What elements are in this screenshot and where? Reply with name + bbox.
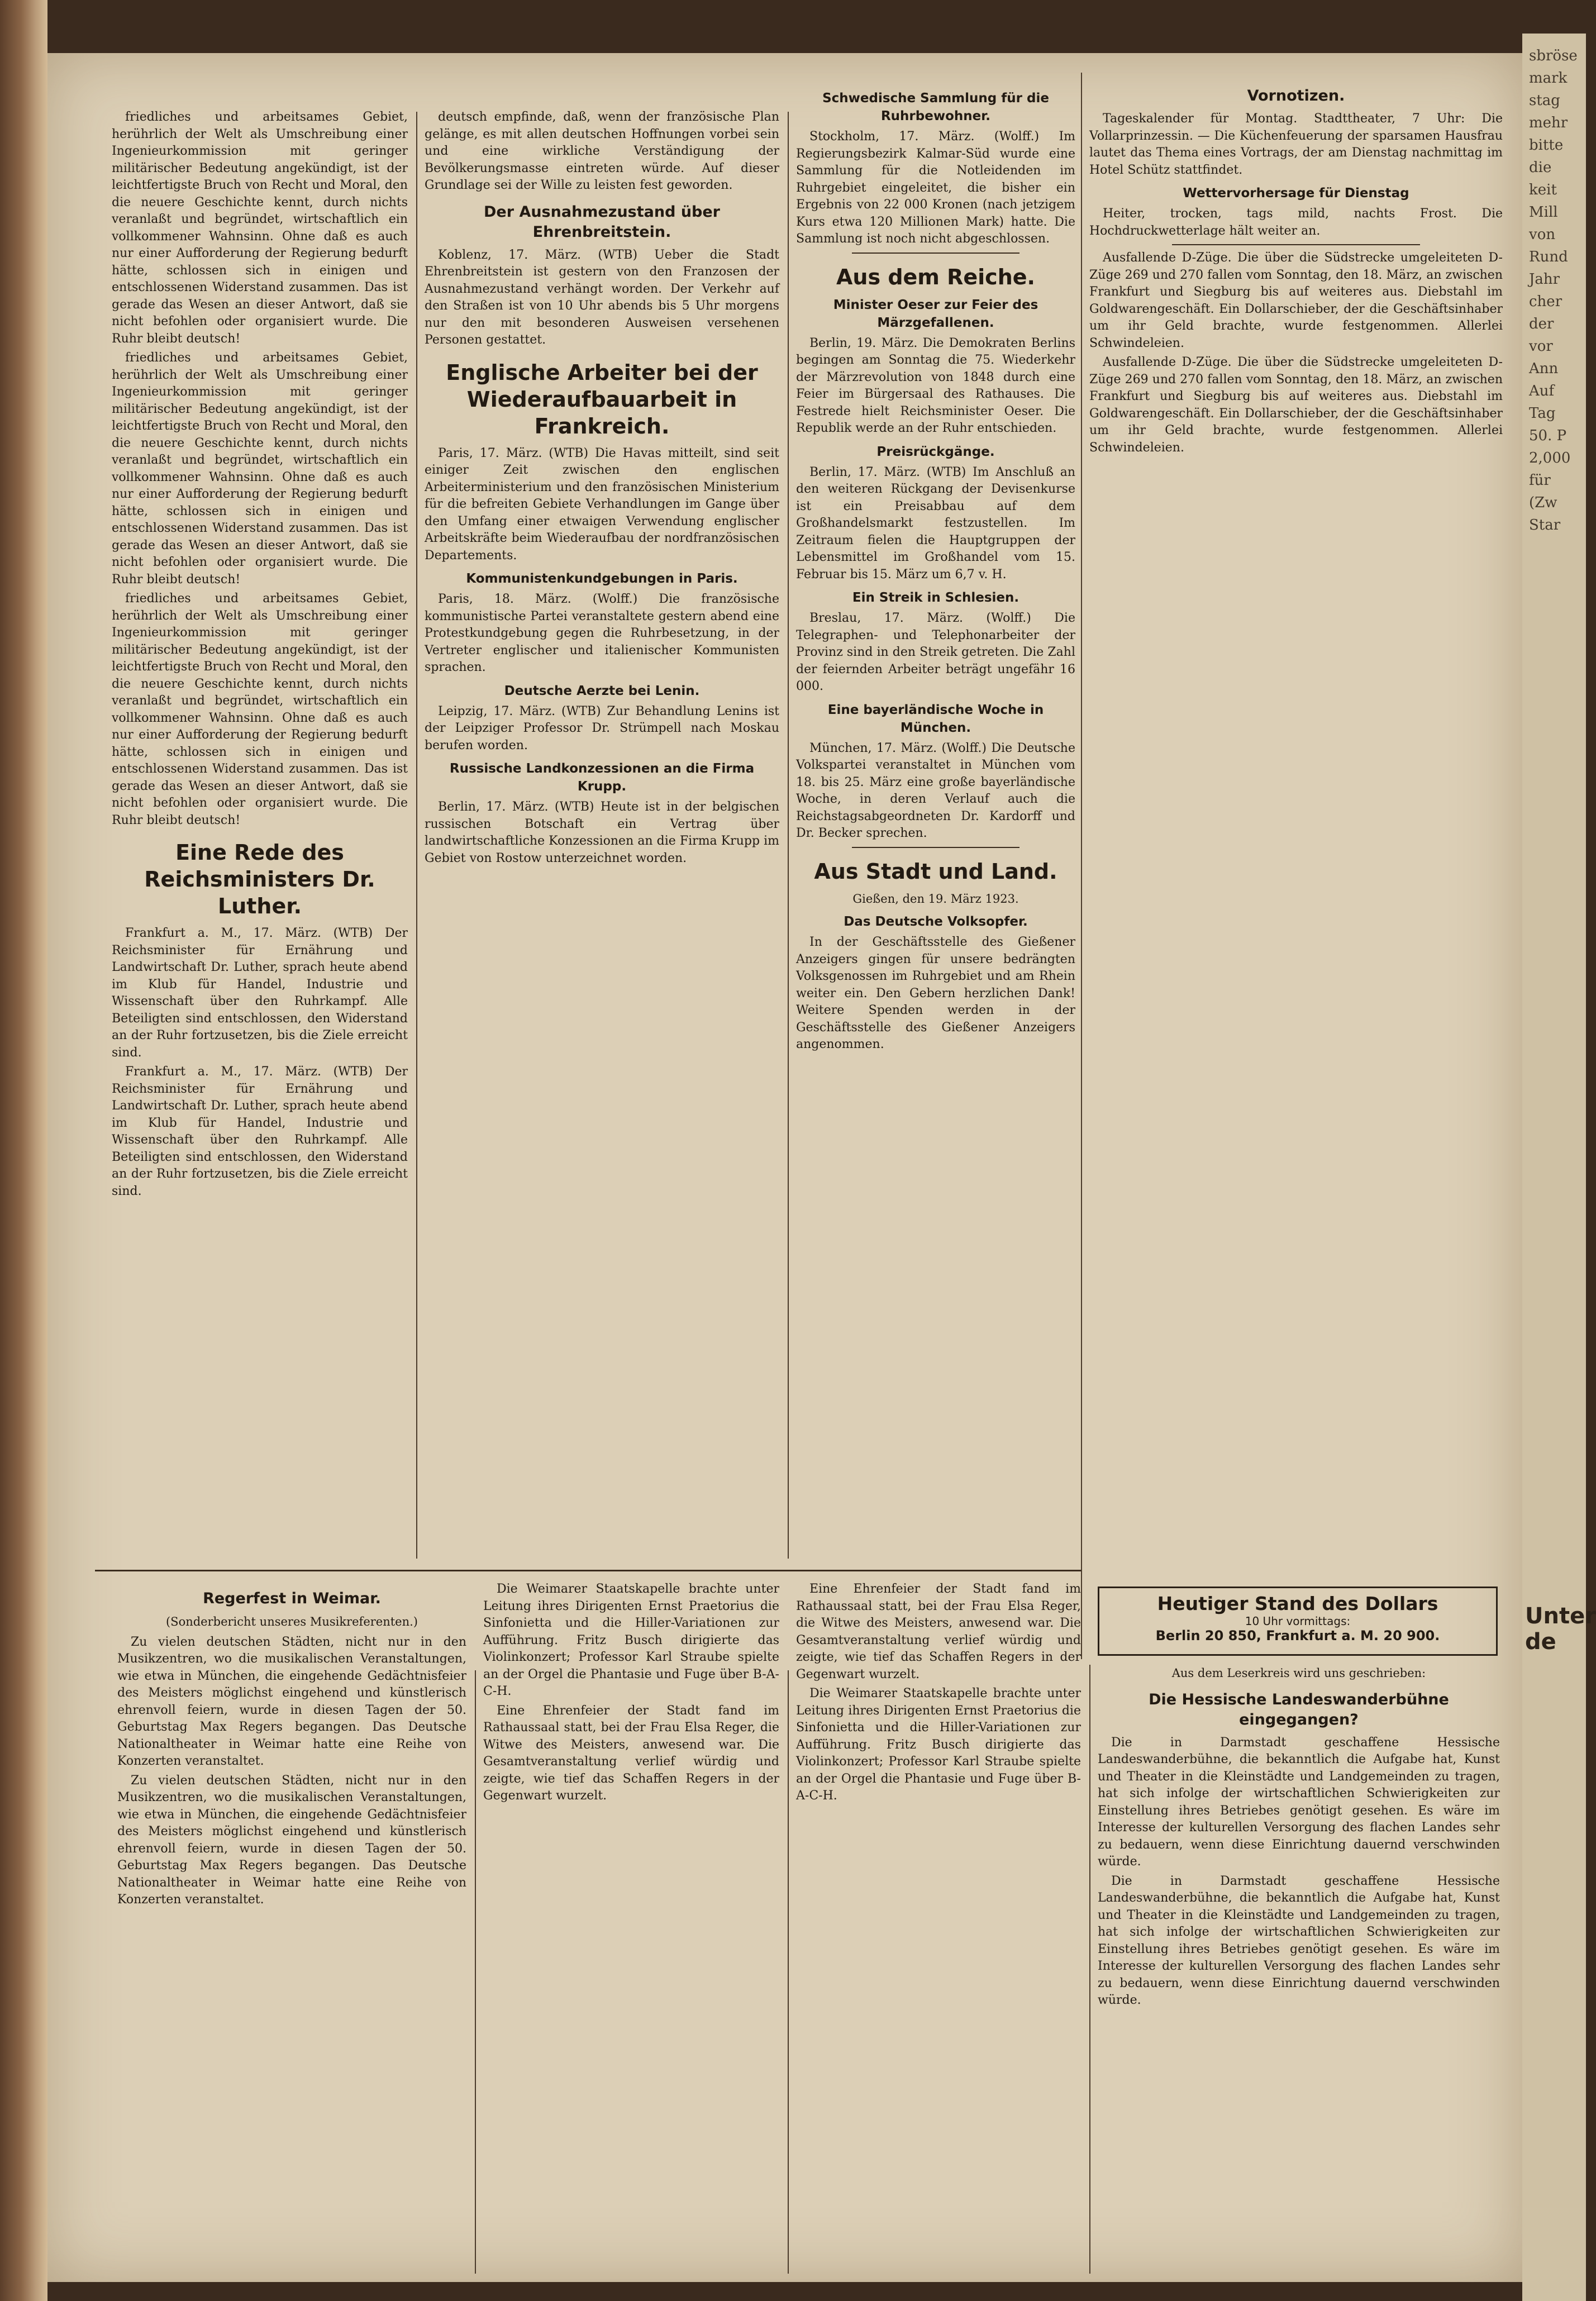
- article-text: München, 17. März. (Wolff.) Die Deutsche Volkspartei veranstaltet in München vom 18. bis 25. März eine große bayerländische Woche, in deren Verlauf auch die Reichstagsabgeordneten Dr. Kardorff und Dr. Becker sprechen.: [796, 741, 1075, 840]
- headline: Russische Landkonzessionen an die Firma Krupp.: [449, 761, 755, 794]
- article-text: Zu vielen deutschen Städten, nicht nur in den Musikzentren, wo die musikalischen Veranstaltungen, wie etwa in München, die eingehende Gedächtnisfeier des Meisters möglichst eingehend und künstlerisch ehrenvoll feiern, wurde in diesen Tagen der 50. Geburtstag Max Regers begangen. Das Deutsche Nationaltheater in Weimar hatte eine Reihe von Konzerten veranstaltet.: [117, 1635, 466, 1768]
- lead-line: Aus dem Leserkreis wird uns geschrieben:: [1171, 1666, 1426, 1680]
- article-text: Paris, 18. März. (Wolff.) Die französische kommunistische Partei veranstaltete gestern abend eine Protestkundgebung gegen die Ruhrbesetzung, in der Vertreter englischer und italienischer Kommunisten sprachen.: [425, 592, 779, 674]
- next-page-edge: [1522, 34, 1586, 2301]
- article-text: Eine Ehrenfeier der Stadt fand im Rathaussaal statt, bei der Frau Elsa Reger, die Witwe des Meisters, anwesend war. Die Gesamtveranstaltung verlief würdig und zeigte, wie tief das Schaffen Regers in der Gegenwart wurzelt.: [483, 1703, 779, 1803]
- dollar-rate-box: [1098, 1587, 1498, 1656]
- divider: [852, 847, 1019, 848]
- article-text: Die Weimarer Staatskapelle brachte unter Leitung ihres Dirigenten Ernst Praetorius die Sinfonietta und die Hiller-Variationen zur Aufführung. Fritz Busch dirigierte das Violinkonzert; Professor Karl Straube spielte an der Orgel die Phantasie und Fuge über B-A-C-H.: [483, 1582, 779, 1698]
- article-text: Tageskalender für Montag. Stadttheater, 7 Uhr: Die Vollarprinzessin. — Die Küchenfeuerung der sparsamen Hausfrau lautet das Thema eines Vortrags, der am Dienstag nachmittag im Hotel Schütz stattfindet.: [1089, 112, 1503, 177]
- column-rule: [1081, 73, 1082, 1659]
- dateline: Gießen, den 19. März 1923.: [852, 892, 1019, 906]
- article-text: Die in Darmstadt geschaffene Hessische Landeswanderbühne, die bekanntlich die Aufgabe hat, Kunst und Theater in die Kleinstädte und Landgemeinden zu tragen, hat sich infolge der wirtschaftlichen Schwierigkeiten zur Einstellung ihres Betriebes genötigt gesehen. Es wäre im Interesse der kulturellen Versorgung des flachen Landes sehr zu bedauern, wenn diese Einrichtung dauernd verschwinden würde.: [1098, 1735, 1500, 1869]
- article-text: Zu vielen deutschen Städten, nicht nur in den Musikzentren, wo die musikalischen Veranstaltungen, wie etwa in München, die eingehende Gedächtnisfeier des Meisters möglichst eingehend und künstlerisch ehrenvoll feiern, wurde in diesen Tagen der 50. Geburtstag Max Regers begangen. Das Deutsche Nationaltheater in Weimar hatte eine Reihe von Konzerten veranstaltet.: [117, 1773, 466, 1907]
- divider: [852, 253, 1019, 254]
- column-1: [112, 109, 408, 1561]
- column-3: [796, 84, 1075, 1564]
- article-text: Berlin, 17. März. (WTB) Heute ist in der belgischen russischen Botschaft ein Vertrag über landwirtschaftliche Konzessionen an die Firma Krupp im Gebiet von Rostow unterzeichnet worden.: [425, 800, 779, 865]
- article-text: Berlin, 17. März. (WTB) Im Anschluß an den weiteren Rückgang der Devisenkurse ist ein Preisabbau auf dem Großhandelsmarkt festzustellen. Im Zeitraum fielen die Hauptgruppen der Lebensmittel im Großhandel vom 15. Februar bis 15. März um 6,7 v. H.: [796, 465, 1075, 582]
- article-text: friedliches und arbeitsames Gebiet, herührlich der Welt als Umschreibung einer Ingenieurkommission mit geringer militärischer Bedeutung angekündigt, ist der leichtfertigste Bruch von Recht und Moral, den die neuere Geschichte kennt, durch nichts veranlaßt und begründet, wirtschaftlich ein vollkommener Wahnsinn. Ohne daß es auch nur einer Aufforderung der Regierung bedurft hätte, schlossen sich in einigen und entschlossenen Widerstand zusammen. Das ist gerade das Wesen an dieser Antwort, daß sie nicht befohlen oder organisiert wurde. Die Ruhr bleibt deutsch!: [112, 351, 408, 587]
- headline: Ein Streik in Schlesien.: [852, 590, 1019, 605]
- article-text: Paris, 17. März. (WTB) Die Havas mitteilt, sind seit einiger Zeit zwischen den englischen Arbeiterministerium und den französischen Ministerium für die befreiten Gebiete Verhandlungen im Gange über den Umfang einer etwaigen Verwendung englischer Arbeitskräfte beim Wiederaufbau der nordfranzösischen Departements.: [425, 446, 779, 563]
- subheadline: (Sonderbericht unseres Musikreferenten.): [165, 1615, 418, 1628]
- dollar-rate-values: Berlin 20 850, Frankfurt a. M. 20 900.: [1155, 1628, 1440, 1643]
- article-text: friedliches und arbeitsames Gebiet, herührlich der Welt als Umschreibung einer Ingenieurkommission mit geringer militärischer Bedeutung angekündigt, ist der leichtfertigste Bruch von Recht und Moral, den die neuere Geschichte kennt, durch nichts veranlaßt und begründet, wirtschaftlich ein vollkommener Wahnsinn. Ohne daß es auch nur einer Aufforderung der Regierung bedurft hätte, schlossen sich in einigen und entschlossenen Widerstand zusammen. Das ist gerade das Wesen an dieser Antwort, daß sie nicht befohlen oder organisiert wurde. Die Ruhr bleibt deutsch!: [112, 110, 408, 346]
- article-text: Eine Ehrenfeier der Stadt fand im Rathaussaal statt, bei der Frau Elsa Reger, die Witwe des Meisters, anwesend war. Die Gesamtveranstaltung verlief würdig und zeigte, wie tief das Schaffen Regers in der Gegenwart wurzelt.: [796, 1582, 1081, 1681]
- bottom-column-3: [796, 1581, 1081, 2274]
- dollar-rate-time: 10 Uhr vormittags:: [1245, 1614, 1351, 1628]
- next-page-fragments: sbröse mark stag mehr bitte die keit Mill von Rund Jahr cher der vor Ann Auf Tag 50. P 2,000 für (Zw Star: [1529, 47, 1578, 533]
- article-text: deutsch empfinde, daß, wenn der französische Plan gelänge, es mit allen deutschen Hoffnungen vorbei sein und eine wirkliche Verständigung der Bevölkerungsmasse eintreten würde. Auf dieser Grundlage sei der Wille zu leisten fest geworden.: [425, 110, 779, 192]
- column-rule: [1089, 1665, 1090, 2274]
- article-text: Stockholm, 17. März. (Wolff.) Im Regierungsbezirk Kalmar-Süd wurde eine Sammlung für die Notleidenden im Ruhrgebiet eingeleitet, die bisher ein Ergebnis von 22 000 Kronen (nach jetzigem Kurs etwa 120 Millionen Mark) hatte. Die Sammlung ist noch nicht abgeschlossen.: [796, 130, 1075, 246]
- headline: Das Deutsche Volksopfer.: [844, 914, 1028, 929]
- headline: Deutsche Aerzte bei Lenin.: [504, 683, 700, 698]
- article-text: Koblenz, 17. März. (WTB) Ueber die Stadt Ehrenbreitstein ist gestern von den Franzosen der Ausnahmezustand verhängt worden. Der Verkehr auf den Straßen ist von 10 Uhr abends bis 5 Uhr morgens nur den mit besonderen Ausweisen versehenen Personen gestattet.: [425, 247, 779, 347]
- divider: [1172, 244, 1420, 245]
- headline: Regerfest in Weimar.: [203, 1590, 381, 1607]
- headline: Der Ausnahmezustand über Ehrenbreitstein.: [484, 203, 720, 241]
- headline: Englische Arbeiter bei der Wiederaufbauarbeit in Frankreich.: [446, 360, 758, 439]
- headline: Schwedische Sammlung für die Ruhrbewohner.: [822, 91, 1049, 123]
- bottom-column-4: [1098, 1665, 1500, 2274]
- article-text: Ausfallende D-Züge. Die über die Südstrecke umgeleiteten D-Züge 269 und 270 fallen vom Sonntag, den 18. März, an zwischen Frankfurt und Siegburg bis auf weiteres aus. Diebstahl im Goldwarengeschäft. Ein Dollarschieber, der die Geschäftsinhaber um ihr Geld brachte, wurde festgenommen. Allerlei Schwindeleien.: [1089, 251, 1503, 350]
- headline: Eine Rede des Reichsministers Dr. Luther.: [144, 840, 375, 918]
- bottom-column-1: [117, 1581, 466, 2274]
- column-rule: [788, 112, 789, 1559]
- article-text: Die Weimarer Staatskapelle brachte unter Leitung ihres Dirigenten Ernst Praetorius die Sinfonietta und die Hiller-Variationen zur Aufführung. Fritz Busch dirigierte das Violinkonzert; Professor Karl Straube spielte an der Orgel die Phantasie und Fuge über B-A-C-H.: [796, 1687, 1081, 1803]
- article-text: Heiter, trocken, tags mild, nachts Frost. Die Hochdruckwetterlage hält weiter an.: [1089, 207, 1503, 238]
- article-text: friedliches und arbeitsames Gebiet, herührlich der Welt als Umschreibung einer Ingenieurkommission mit geringer militärischer Bedeutung angekündigt, ist der leichtfertigste Bruch von Recht und Moral, den die neuere Geschichte kennt, durch nichts veranlaßt und begründet, wirtschaftlich ein vollkommener Wahnsinn. Ohne daß es auch nur einer Aufforderung der Regierung bedurft hätte, schlossen sich in einigen und entschlossenen Widerstand zusammen. Das ist gerade das Wesen an dieser Antwort, daß sie nicht befohlen oder organisiert wurde. Die Ruhr bleibt deutsch!: [112, 592, 408, 827]
- section-divider: [95, 1570, 1081, 1571]
- headline: Die Hessische Landeswanderbühne eingegangen?: [1149, 1690, 1449, 1728]
- headline: Eine bayerländische Woche in München.: [827, 702, 1044, 735]
- article-text: Die in Darmstadt geschaffene Hessische Landeswanderbühne, die bekanntlich die Aufgabe hat, Kunst und Theater in die Kleinstädte und Landgemeinden zu tragen, hat sich infolge der wirtschaftlichen Schwierigkeiten zur Einstellung ihres Betriebes genötigt gesehen. Es wäre im Interesse der kulturellen Versorgung des flachen Landes sehr zu bedauern, wenn diese Einrichtung dauernd verschwinden würde.: [1098, 1874, 1500, 2007]
- section-heading: Aus Stadt und Land.: [814, 859, 1057, 884]
- column-2: [425, 109, 779, 1561]
- article-text: Leipzig, 17. März. (WTB) Zur Behandlung Lenins ist der Leipziger Professor Dr. Strümpell nach Moskau berufen worden.: [425, 704, 779, 752]
- column-rule: [416, 112, 417, 1559]
- headline: Preisrückgänge.: [876, 444, 995, 459]
- article-text: Frankfurt a. M., 17. März. (WTB) Der Reichsminister für Ernährung und Landwirtschaft Dr. Luther, sprach heute abend im Klub für Handel, Industrie und Wissenschaft über den Ruhrkampf. Alle Beteiligten sind entschlossen, den Widerstand an der Ruhr fortzusetzen, bis die Ziele erreicht sind.: [112, 926, 408, 1060]
- article-text: Frankfurt a. M., 17. März. (WTB) Der Reichsminister für Ernährung und Landwirtschaft Dr. Luther, sprach heute abend im Klub für Handel, Industrie und Wissenschaft über den Ruhrkampf. Alle Beteiligten sind entschlossen, den Widerstand an der Ruhr fortzusetzen, bis die Ziele erreicht sind.: [112, 1065, 408, 1198]
- book-binding: [0, 0, 47, 2301]
- column-4: [1089, 78, 1503, 1581]
- dollar-rate-title: Heutiger Stand des Dollars: [1157, 1593, 1438, 1614]
- section-heading: Vornotizen.: [1247, 87, 1345, 104]
- article-text: In der Geschäftsstelle des Gießener Anzeigers gingen für unsere bedrängten Volksgenossen im Ruhrgebiet und am Rhein weiter ein. Den Gebern herzlichen Dank! Weitere Spenden werden in der Geschäftsstelle des Gießener Anzeigers angenommen.: [796, 935, 1075, 1051]
- headline: Kommunistenkundgebungen in Paris.: [466, 571, 738, 586]
- article-text: Ausfallende D-Züge. Die über die Südstrecke umgeleiteten D-Züge 269 und 270 fallen vom Sonntag, den 18. März, an zwischen Frankfurt und Siegburg bis auf weiteres aus. Diebstahl im Goldwarengeschäft. Ein Dollarschieber, der die Geschäftsinhaber um ihr Geld brachte, wurde festgenommen. Allerlei Schwindeleien.: [1089, 355, 1503, 455]
- column-rule: [475, 1670, 476, 2274]
- article-text: Berlin, 19. März. Die Demokraten Berlins begingen am Sonntag die 75. Wiederkehr der Märzrevolution von 1848 durch eine Feier im Bürgersaal des Rathauses. Die Festrede hielt Reichsminister Oeser. Die Republik werde an der Ruhr entschieden.: [796, 336, 1075, 435]
- headline: Minister Oeser zur Feier des Märzgefallenen.: [833, 297, 1038, 330]
- bottom-column-2: [483, 1581, 779, 2274]
- section-heading: Aus dem Reiche.: [836, 264, 1035, 289]
- next-page-headline-fragment: Unter de: [1525, 1603, 1596, 1655]
- column-rule: [788, 1670, 789, 2274]
- headline: Wettervorhersage für Dienstag: [1183, 186, 1409, 201]
- article-text: Breslau, 17. März. (Wolff.) Die Telegraphen- und Telephonarbeiter der Provinz sind in den Streik getreten. Die Zahl der feiernden Arbeiter beträgt ungefähr 16 000.: [796, 611, 1075, 693]
